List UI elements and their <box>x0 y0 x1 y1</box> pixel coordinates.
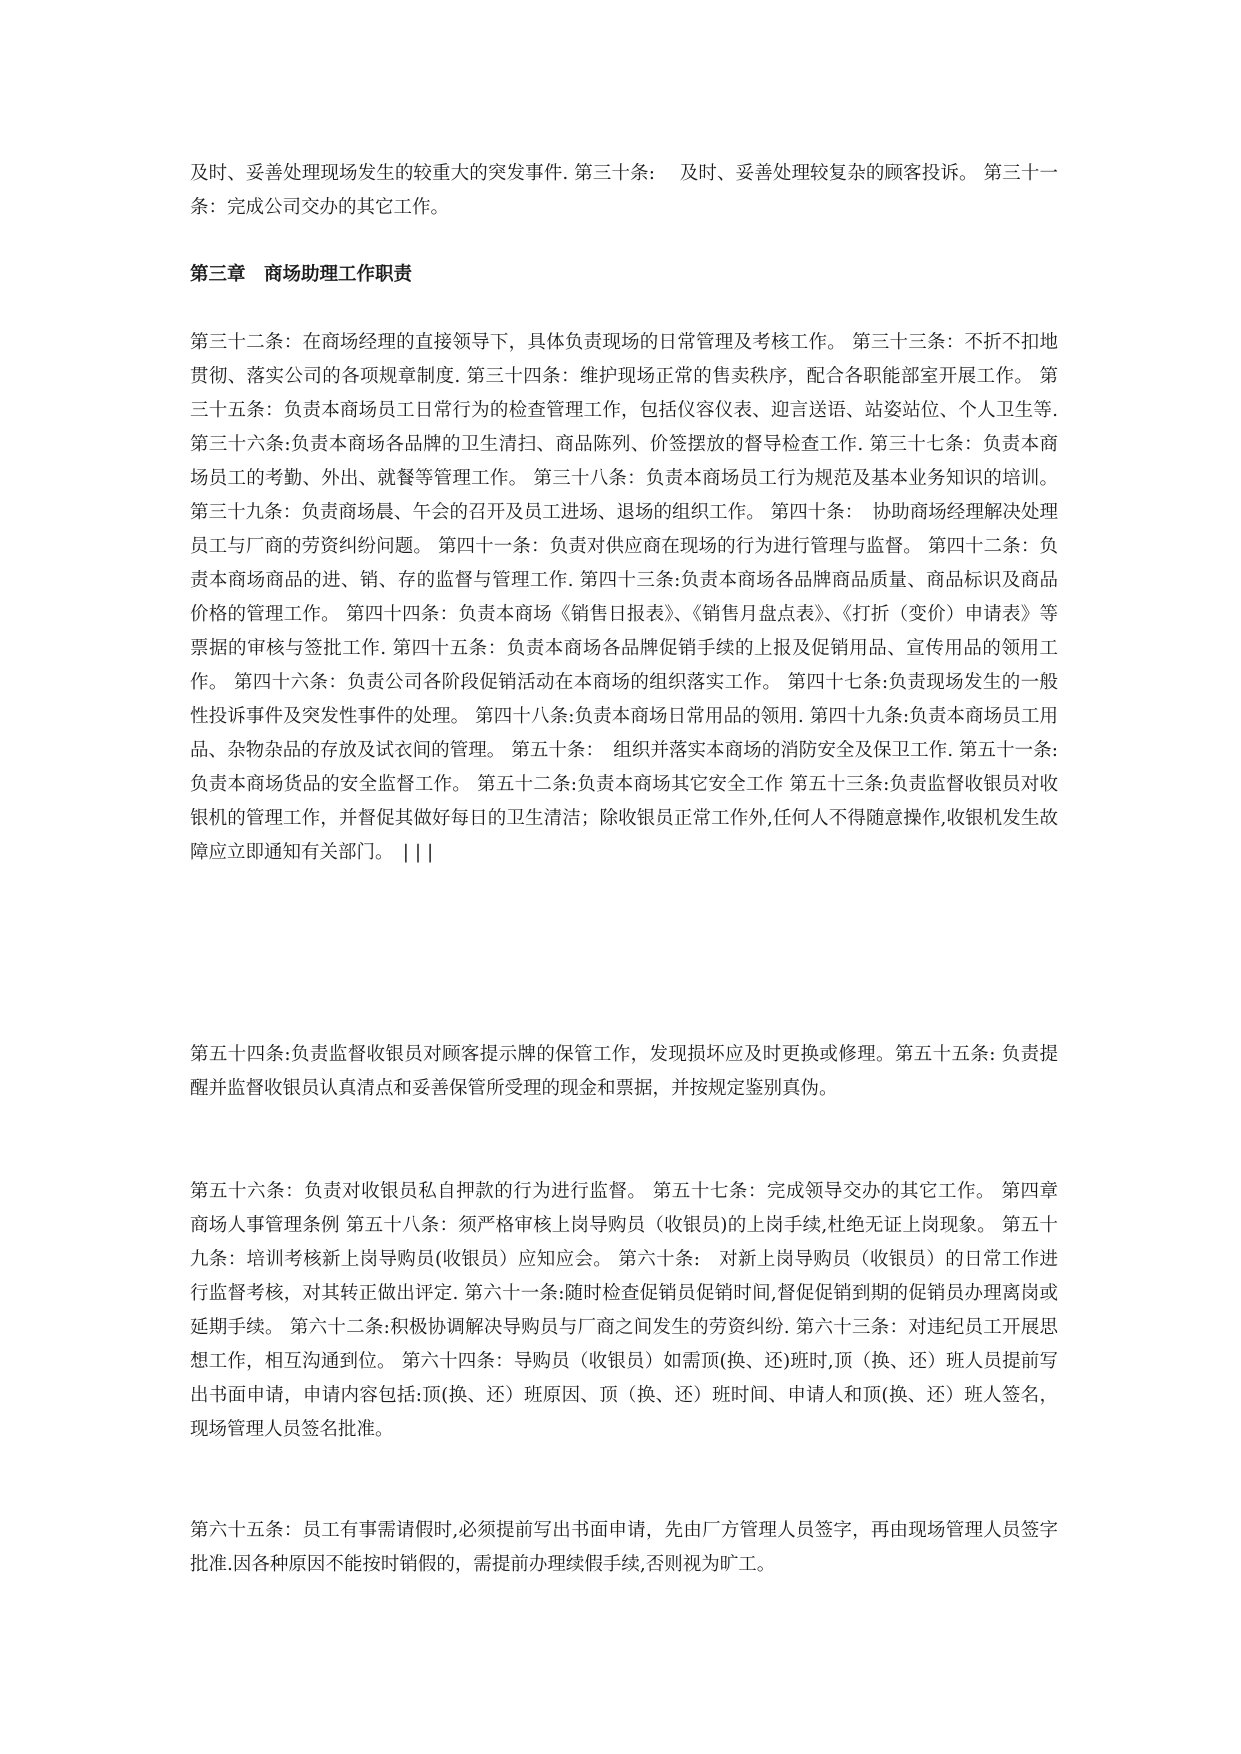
paragraph-articles-56-64: 第五十六条：负责对收银员私自押款的行为进行监督。 第五十七条：完成领导交办的其它工作。 第四章 商场人事管理条例 第五十八条：须严格审核上岗导购员（收银员)的上岗手续,杜绝无证上岗现象。 第五十九条：培训考核新上岗导购员(收银员）应知应会。 第六十条: 对新上岗导购员（收银员）的日常工作进行监督考核，对其转正做出评定. 第六十一条:随时检查促销员促销时间,督促促销到期的促销员办理离岗或延期手续。 第六十二条:积极协调解决导购员与厂商之间发生的劳资纠纷. 第六十三条：对违纪员工开展思想工作，相互沟通到位。 第六十四条：导购员（收银员）如需顶(换、还)班时,顶（换、还）班人员提前写出书面申请，申请内容包括:顶(换、还）班原因、顶（换、还）班时间、申请人和顶(换、还）班人签名，现场管理人员签名批准。 <box>190 1181 1077 1440</box>
paragraph-articles-29-31: 及时、妥善处理现场发生的较重大的突发事件. 第三十条: 及时、妥善处理较复杂的顾客投诉。 第三十一条：完成公司交办的其它工作。 <box>190 163 1058 218</box>
chapter-heading: 第三章 商场助理工作职责 <box>190 264 413 285</box>
paragraph-articles-54-55: 第五十四条:负责监督收银员对顾客提示牌的保管工作，发现损坏应及时更换或修理。第五十五条: 负责提醒并监督收银员认真清点和妥善保管所受理的现金和票据，并按规定鉴别真伪。 <box>190 1044 1058 1099</box>
paragraph-article-65: 第六十五条：员工有事需请假时,必须提前写出书面申请，先由厂方管理人员签字，再由现场管理人员签字批准.因各种原因不能按时销假的，需提前办理续假手续,否则视为旷工。 <box>190 1520 1058 1575</box>
paragraph-articles-32-53: 第三十二条：在商场经理的直接领导下，具体负责现场的日常管理及考核工作。 第三十三条：不折不扣地贯彻、落实公司的各项规章制度. 第三十四条：维护现场正常的售卖秩序，配合各职能部室开展工作。 第三十五条：负责本商场员工日常行为的检查管理工作，包括仪容仪表、迎言送语、站姿站位、个人卫生等. 第三十六条:负责本商场各品牌的卫生清扫、商品陈列、价签摆放的督导检查工作. 第三十七条：负责本商场员工的考勤、外出、就餐等管理工作。 第三十八条：负责本商场员工行为规范及基本业务知识的培训。 第三十九条：负责商场晨、午会的召开及员工进场、退场的组织工作。 第四十条： 协助商场经理解决处理员工与厂商的劳资纠纷问题。 第四十一条：负责对供应商在现场的行为进行管理与监督。 第四十二条：负责本商场商品的进、销、存的监督与管理工作. 第四十三条:负责本商场各品牌商品质量、商品标识及商品价格的管理工作。 第四十四条：负责本商场《销售日报表》、《销售月盘点表》、《打折（变价）申请表》等票据的审核与签批工作. 第四十五条：负责本商场各品牌促销手续的上报及促销用品、宣传用品的领用工作。 第四十六条：负责公司各阶段促销活动在本商场的组织落实工作。 第四十七条:负责现场发生的一般性投诉事件及突发性事件的处理。 第四十八条:负责本商场日常用品的领用. 第四十九条:负责本商场员工用品、杂物杂品的存放及试衣间的管理。 第五十条： 组织并落实本商场的消防安全及保卫工作. 第五十一条:负责本商场货品的安全监督工作。 第五十二条:负责本商场其它安全工作 第五十三条:负责监督收银员对收银机的管理工作，并督促其做好每日的卫生清洁；除收银员正常工作外,任何人不得随意操作,收银机发生故障应立即通知有关部门。 | | | <box>190 332 1058 863</box>
